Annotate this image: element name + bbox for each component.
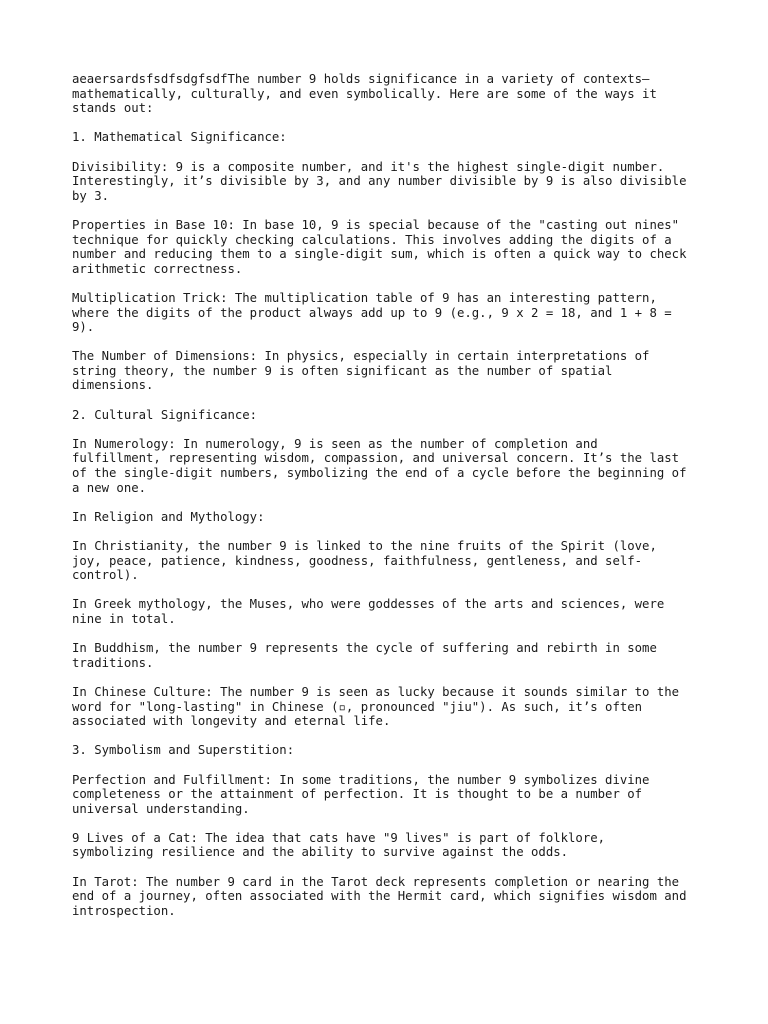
intro-paragraph: aeaersardsfsdfsdgfsdfThe number 9 holds significance in a variety of contexts— mathematically, culturally, and even symbolically. Here are some of the ways it stands out: bbox=[72, 72, 657, 116]
paragraph-buddhism: In Buddhism, the number 9 represents the cycle of suffering and rebirth in some traditions. bbox=[72, 641, 657, 670]
paragraph-base-10: Properties in Base 10: In base 10, 9 is special because of the "casting out nines" technique for quickly checking calculations. This involves adding the digits of a number and reducing them to a single-digit sum, which is often a quick way to check arithmetic correctness. bbox=[72, 217, 687, 276]
subheading-religion-mythology: In Religion and Mythology: bbox=[72, 509, 265, 524]
paragraph-numerology: In Numerology: In numerology, 9 is seen as the number of completion and fulfillment, representing wisdom, compassion, and universal concern. It’s the last of the single-digit numbers, symbolizing the end of a cycle before the beginning of a new one. bbox=[72, 436, 687, 495]
document-page bbox=[72, 72, 702, 933]
paragraph-dimensions: The Number of Dimensions: In physics, especially in certain interpretations of string theory, the number 9 is often significant as the number of spatial dimensions. bbox=[72, 349, 650, 393]
paragraph-greek-mythology: In Greek mythology, the Muses, who were goddesses of the arts and sciences, were nine in total. bbox=[72, 597, 665, 626]
paragraph-divisibility: Divisibility: 9 is a composite number, and it's the highest single-digit number. Interestingly, it’s divisible by 3, and any number divisible by 9 is also divisible by 3. bbox=[72, 159, 687, 203]
paragraph-chinese-culture: In Chinese Culture: The number 9 is seen as lucky because it sounds similar to the word for "long-lasting" in Chinese (▫, pronounced "jiu"). As such, it’s often associated with longevity and eternal life. bbox=[72, 684, 680, 729]
section-heading-symbolism: 3. Symbolism and Superstition: bbox=[72, 743, 295, 758]
section-heading-cultural: 2. Cultural Significance: bbox=[72, 407, 258, 422]
section-heading-mathematical: 1. Mathematical Significance: bbox=[72, 130, 287, 145]
paragraph-christianity: In Christianity, the number 9 is linked to the nine fruits of the Spirit (love, joy, peace, patience, kindness, goodness, faithfulness, gentleness, and self- control). bbox=[72, 539, 657, 583]
paragraph-tarot: In Tarot: The number 9 card in the Tarot deck represents completion or nearing the end of a journey, often associated with the Hermit card, which signifies wisdom and introspection. bbox=[72, 874, 687, 918]
paragraph-perfection: Perfection and Fulfillment: In some traditions, the number 9 symbolizes divine completeness or the attainment of perfection. It is thought to be a number of universal understanding. bbox=[72, 772, 650, 816]
paragraph-cat-lives: 9 Lives of a Cat: The idea that cats have "9 lives" is part of folklore, symbolizing resilience and the ability to survive against the odds. bbox=[72, 830, 606, 860]
paragraph-multiplication-trick: Multiplication Trick: The multiplication table of 9 has an interesting pattern, where the digits of the product always add up to 9 (e.g., 9 x 2 = 18, and 1 + 8 = 9). bbox=[72, 290, 672, 335]
